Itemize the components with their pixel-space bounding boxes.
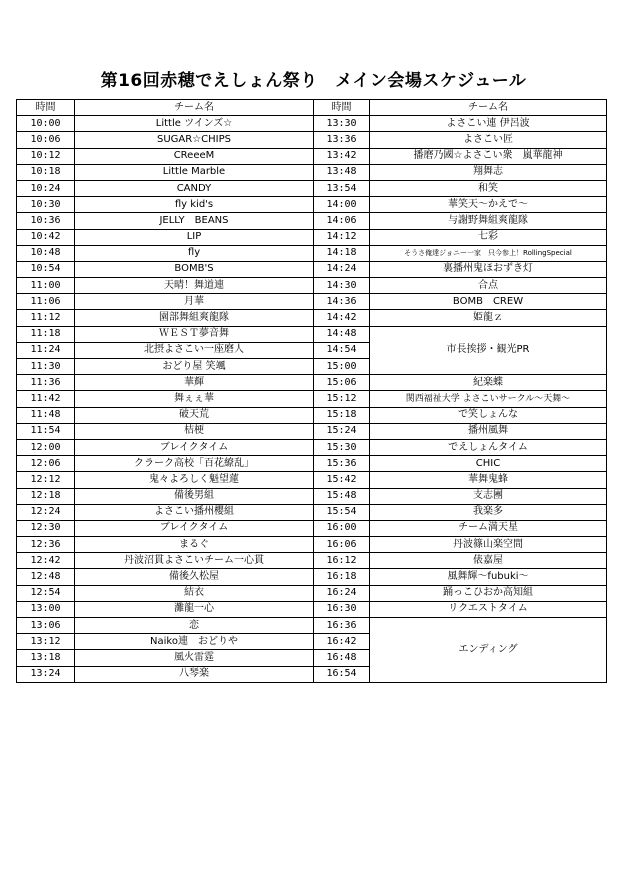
right-time-cell: 14:42	[314, 310, 370, 326]
right-time-cell: 15:48	[314, 488, 370, 504]
right-team-cell: 華舞鬼蜂	[370, 472, 607, 488]
left-team-cell: 恋	[75, 618, 314, 634]
right-time-cell: 16:24	[314, 585, 370, 601]
left-team-cell: 八琴楽	[75, 666, 314, 682]
left-time-cell: 12:48	[17, 569, 75, 585]
left-team-cell: 北摂よさこい一座磨人	[75, 342, 314, 358]
right-team-cell: CHIC	[370, 456, 607, 472]
left-time-cell: 11:30	[17, 359, 75, 375]
table-row	[17, 326, 607, 342]
table-row	[17, 553, 607, 569]
right-team-cell: 華笑天～かえで～	[370, 197, 607, 213]
right-team-cell: そうさ俺達ジョニー一家 只今参上！RollingSpecial	[370, 245, 607, 261]
left-team-cell: CReeeM	[75, 148, 314, 164]
left-time-cell: 10:42	[17, 229, 75, 245]
left-team-cell: fly kid's	[75, 197, 314, 213]
left-time-cell: 11:54	[17, 423, 75, 439]
left-time-cell: 10:48	[17, 245, 75, 261]
left-time-cell: 11:12	[17, 310, 75, 326]
right-team-cell: 七彩	[370, 229, 607, 245]
page-title: 第16回赤穂でえしょん祭り メイン会場スケジュール	[100, 71, 527, 91]
schedule-table	[16, 99, 607, 683]
right-time-cell: 16:06	[314, 537, 370, 553]
table-row	[17, 229, 607, 245]
right-team-cell: エンディング	[370, 618, 607, 683]
right-time-cell: 14:54	[314, 342, 370, 358]
table-row	[17, 456, 607, 472]
left-team-cell: よさこい播州櫻組	[75, 504, 314, 520]
header-time-right: 時間	[314, 100, 370, 116]
left-time-cell: 13:12	[17, 634, 75, 650]
left-time-cell: 12:36	[17, 537, 75, 553]
right-time-cell: 13:36	[314, 132, 370, 148]
left-team-cell: 備後久松屋	[75, 569, 314, 585]
right-time-cell: 15:12	[314, 391, 370, 407]
left-team-cell: 丹波沼貫よさこいチーム一心貫	[75, 553, 314, 569]
right-time-cell: 15:06	[314, 375, 370, 391]
right-time-cell: 14:06	[314, 213, 370, 229]
left-team-cell: 月華	[75, 294, 314, 310]
left-team-cell: 桔梗	[75, 423, 314, 439]
left-time-cell: 13:24	[17, 666, 75, 682]
left-team-cell: 鬼々よろしく魁望蓮	[75, 472, 314, 488]
table-row	[17, 472, 607, 488]
table-row	[17, 148, 607, 164]
left-team-cell: BOMB'S	[75, 261, 314, 277]
left-time-cell: 11:36	[17, 375, 75, 391]
left-time-cell: 10:18	[17, 164, 75, 180]
left-team-cell: JELLY BEANS	[75, 213, 314, 229]
right-time-cell: 15:00	[314, 359, 370, 375]
left-time-cell: 12:00	[17, 439, 75, 455]
right-time-cell: 16:12	[314, 553, 370, 569]
right-team-cell: 裏播州鬼ほおずき灯	[370, 261, 607, 277]
left-team-cell: 風火雷霆	[75, 650, 314, 666]
left-team-cell: 園部舞組爽龍隊	[75, 310, 314, 326]
table-row	[17, 278, 607, 294]
table-row	[17, 423, 607, 439]
right-time-cell: 15:42	[314, 472, 370, 488]
right-time-cell: 13:42	[314, 148, 370, 164]
right-team-cell: 俵嘉屋	[370, 553, 607, 569]
left-time-cell: 11:42	[17, 391, 75, 407]
right-time-cell: 14:18	[314, 245, 370, 261]
left-time-cell: 10:06	[17, 132, 75, 148]
right-team-cell: 関西福祉大学 よさこいサークル～天舞～	[370, 391, 607, 407]
left-team-cell: 灘龍一心	[75, 601, 314, 617]
table-row	[17, 213, 607, 229]
left-time-cell: 10:12	[17, 148, 75, 164]
right-team-cell: BOMB CREW	[370, 294, 607, 310]
table-row	[17, 261, 607, 277]
header-time-left: 時間	[17, 100, 75, 116]
table-row	[17, 294, 607, 310]
table-row	[17, 601, 607, 617]
right-time-cell: 13:54	[314, 180, 370, 196]
left-time-cell: 12:24	[17, 504, 75, 520]
right-time-cell: 14:00	[314, 197, 370, 213]
table-row	[17, 537, 607, 553]
left-time-cell: 11:06	[17, 294, 75, 310]
left-time-cell: 10:36	[17, 213, 75, 229]
table-row	[17, 116, 607, 132]
table-row	[17, 618, 607, 634]
right-time-cell: 14:30	[314, 278, 370, 294]
right-team-cell: 姫龍ｚ	[370, 310, 607, 326]
left-team-cell: 結衣	[75, 585, 314, 601]
right-time-cell: 14:36	[314, 294, 370, 310]
table-row	[17, 520, 607, 536]
right-team-cell: 風舞輝～fubuki～	[370, 569, 607, 585]
left-time-cell: 11:48	[17, 407, 75, 423]
right-time-cell: 16:48	[314, 650, 370, 666]
right-time-cell: 13:30	[314, 116, 370, 132]
left-time-cell: 11:18	[17, 326, 75, 342]
right-team-cell: 我楽多	[370, 504, 607, 520]
right-time-cell: 15:18	[314, 407, 370, 423]
right-team-cell: 支志團	[370, 488, 607, 504]
left-team-cell: CANDY	[75, 180, 314, 196]
right-time-cell: 16:54	[314, 666, 370, 682]
left-team-cell: おどり屋 笑颯	[75, 359, 314, 375]
right-time-cell: 16:00	[314, 520, 370, 536]
right-time-cell: 15:30	[314, 439, 370, 455]
left-time-cell: 13:06	[17, 618, 75, 634]
left-team-cell: 舞ぇぇ華	[75, 391, 314, 407]
left-time-cell: 10:24	[17, 180, 75, 196]
table-row	[17, 439, 607, 455]
left-team-cell: ブレイクタイム	[75, 439, 314, 455]
table-row	[17, 407, 607, 423]
left-time-cell: 10:00	[17, 116, 75, 132]
right-time-cell: 15:36	[314, 456, 370, 472]
right-time-cell: 15:24	[314, 423, 370, 439]
table-row	[17, 488, 607, 504]
left-team-cell: 天晴！舞道連	[75, 278, 314, 294]
header-team-right: チーム名	[370, 100, 607, 116]
table-row	[17, 375, 607, 391]
right-time-cell: 13:48	[314, 164, 370, 180]
right-team-cell: よさこい連 伊呂波	[370, 116, 607, 132]
left-team-cell: ＷＥＳＴ夢音舞	[75, 326, 314, 342]
right-team-cell: 和笑	[370, 180, 607, 196]
left-team-cell: fly	[75, 245, 314, 261]
left-team-cell: クラーク高校「百花繚乱」	[75, 456, 314, 472]
right-team-cell: 播州風舞	[370, 423, 607, 439]
table-row	[17, 310, 607, 326]
table-row	[17, 569, 607, 585]
table-header-row	[17, 100, 607, 116]
left-time-cell: 12:54	[17, 585, 75, 601]
left-time-cell: 12:30	[17, 520, 75, 536]
left-time-cell: 12:12	[17, 472, 75, 488]
right-team-cell: チーム満天星	[370, 520, 607, 536]
table-row	[17, 180, 607, 196]
table-row	[17, 585, 607, 601]
left-team-cell: SUGAR☆CHIPS	[75, 132, 314, 148]
right-team-cell: リクエストタイム	[370, 601, 607, 617]
right-team-cell: よさこい匠	[370, 132, 607, 148]
left-time-cell: 12:42	[17, 553, 75, 569]
right-team-cell: 翔舞志	[370, 164, 607, 180]
table-row	[17, 164, 607, 180]
right-time-cell: 14:48	[314, 326, 370, 342]
right-time-cell: 16:30	[314, 601, 370, 617]
table-row	[17, 245, 607, 261]
right-time-cell: 15:54	[314, 504, 370, 520]
left-time-cell: 13:00	[17, 601, 75, 617]
left-time-cell: 13:18	[17, 650, 75, 666]
right-team-cell: 踊っこひおか高知組	[370, 585, 607, 601]
left-team-cell: LIP	[75, 229, 314, 245]
right-team-cell: で笑しょんな	[370, 407, 607, 423]
left-time-cell: 11:00	[17, 278, 75, 294]
left-team-cell: Little Marble	[75, 164, 314, 180]
right-team-cell: でえしょんタイム	[370, 439, 607, 455]
left-team-cell: 備後男組	[75, 488, 314, 504]
right-team-cell: 丹波篠山楽空間	[370, 537, 607, 553]
left-team-cell: Little ツインズ☆	[75, 116, 314, 132]
right-team-cell: 播磨乃國☆よさこい衆 嵐華龍神	[370, 148, 607, 164]
table-row	[17, 132, 607, 148]
left-time-cell: 10:30	[17, 197, 75, 213]
table-row	[17, 197, 607, 213]
right-time-cell: 14:12	[314, 229, 370, 245]
right-team-cell: 市長挨拶・観光PR	[370, 326, 607, 375]
right-time-cell: 16:36	[314, 618, 370, 634]
left-time-cell: 12:18	[17, 488, 75, 504]
left-time-cell: 12:06	[17, 456, 75, 472]
right-team-cell: 紀楽蝶	[370, 375, 607, 391]
header-team-left: チーム名	[75, 100, 314, 116]
table-row	[17, 504, 607, 520]
left-team-cell: Naiko連 おどりや	[75, 634, 314, 650]
right-time-cell: 14:24	[314, 261, 370, 277]
left-team-cell: ブレイクタイム	[75, 520, 314, 536]
left-time-cell: 11:24	[17, 342, 75, 358]
left-team-cell: 破天荒	[75, 407, 314, 423]
left-time-cell: 10:54	[17, 261, 75, 277]
right-time-cell: 16:18	[314, 569, 370, 585]
right-team-cell: 与謝野舞組爽龍隊	[370, 213, 607, 229]
table-row	[17, 391, 607, 407]
left-team-cell: まるぐ	[75, 537, 314, 553]
right-team-cell: 合点	[370, 278, 607, 294]
right-time-cell: 16:42	[314, 634, 370, 650]
left-team-cell: 華輝	[75, 375, 314, 391]
